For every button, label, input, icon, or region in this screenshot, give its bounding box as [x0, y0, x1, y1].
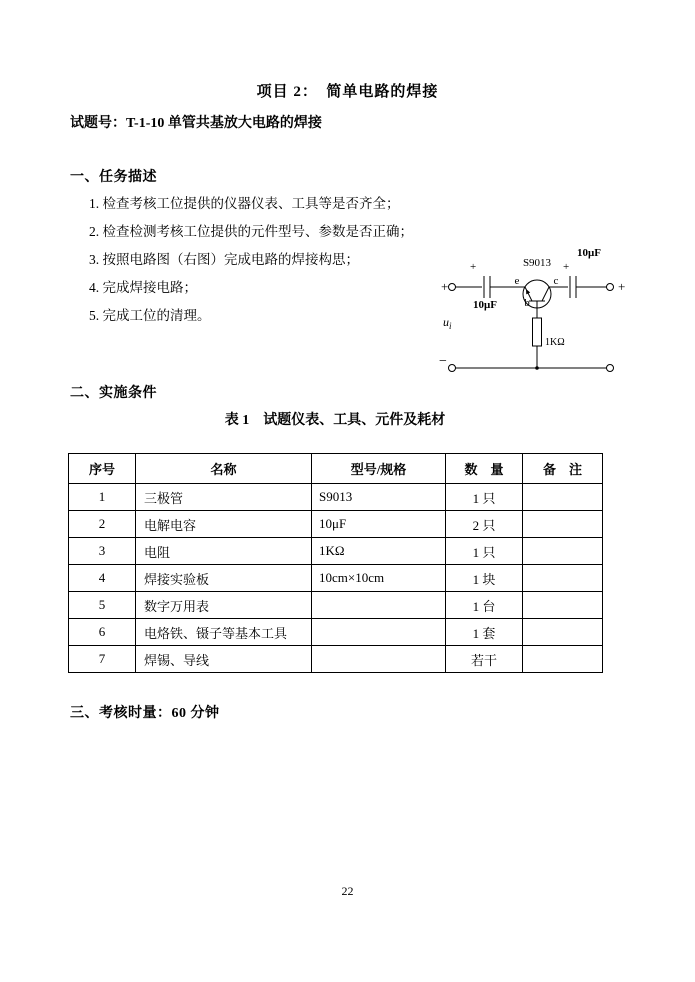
collector-label: c — [553, 275, 559, 287]
table-row — [69, 646, 603, 673]
table-header-row — [69, 454, 603, 484]
table-row — [69, 619, 603, 646]
cell-spec — [312, 592, 446, 619]
task-item-4: 4. 完成焊接电路； — [89, 280, 197, 295]
cell-spec: 10μF — [312, 511, 446, 538]
cell-name: 电阻 — [136, 538, 312, 565]
output-terminal-bottom — [607, 365, 614, 372]
cell-name: 焊锡、导线 — [136, 646, 312, 673]
cell-spec: S9013 — [312, 484, 446, 511]
cell-index: 5 — [69, 592, 136, 619]
cell-note — [523, 592, 603, 619]
section-heading-task: 一、任务描述 — [70, 170, 157, 185]
table-row — [69, 565, 603, 592]
circuit-labels — [439, 247, 625, 369]
cell-index: 3 — [69, 538, 136, 565]
page-number: 22 — [341, 884, 354, 898]
output-terminal-plus — [607, 284, 614, 291]
cell-qty: 若干 — [446, 646, 523, 673]
cell-note — [523, 484, 603, 511]
col-header-spec: 型号/规格 — [312, 454, 446, 484]
input-plus-label: + — [441, 279, 449, 294]
cell-qty: 1 套 — [446, 619, 523, 646]
input-terminal-minus — [449, 365, 456, 372]
cell-note — [523, 565, 603, 592]
cell-spec: 10cm×10cm — [312, 565, 446, 592]
col-header-qty: 数 量 — [446, 454, 523, 484]
col-header-note: 备 注 — [523, 454, 603, 484]
page-title: 项目 2： 简单电路的焊接 — [256, 84, 439, 100]
cell-spec — [312, 619, 446, 646]
resistor-value: 1KΩ — [545, 337, 565, 348]
task-item-2: 2. 检查检测考核工位提供的元件型号、参数是否正确； — [89, 224, 413, 239]
table-row — [69, 538, 603, 565]
capacitor-output-value: 10μF — [577, 247, 601, 259]
cell-name: 数字万用表 — [136, 592, 312, 619]
circuit-wires — [449, 276, 614, 372]
cell-index: 7 — [69, 646, 136, 673]
cell-note — [523, 646, 603, 673]
input-minus-label: − — [439, 354, 447, 369]
table-row — [69, 511, 603, 538]
task-item-5: 5. 完成工位的清理。 — [89, 308, 211, 323]
cell-index: 6 — [69, 619, 136, 646]
cell-name: 焊接实验板 — [136, 565, 312, 592]
cell-name: 电烙铁、镊子等基本工具 — [136, 619, 312, 646]
input-terminal-plus — [449, 284, 456, 291]
cell-qty: 1 只 — [446, 484, 523, 511]
resistor-body — [533, 318, 542, 346]
cell-note — [523, 538, 603, 565]
transistor-label: S9013 — [522, 257, 552, 269]
base-label: b — [524, 297, 530, 309]
capacitor-output-polarity: + — [563, 261, 570, 273]
cell-spec — [312, 646, 446, 673]
cell-index: 1 — [69, 484, 136, 511]
cell-note — [523, 511, 603, 538]
cell-qty: 1 块 — [446, 565, 523, 592]
emitter-label: e — [514, 275, 520, 287]
task-list — [89, 190, 413, 330]
col-header-name: 名称 — [136, 454, 312, 484]
circuit-diagram — [425, 240, 640, 390]
cell-index: 2 — [69, 511, 136, 538]
exam-number-line: 试题号：T-1-10 单管共基放大电路的焊接 — [70, 116, 322, 131]
cell-name: 电解电容 — [136, 511, 312, 538]
section-heading-duration: 三、考核时量：60 分钟 — [70, 706, 220, 721]
capacitor-input-polarity: + — [470, 261, 477, 273]
output-plus-label: + — [618, 279, 626, 294]
table-row — [69, 484, 603, 511]
cell-index: 4 — [69, 565, 136, 592]
task-item-1: 1. 检查考核工位提供的仪器仪表、工具等是否齐全； — [89, 196, 400, 211]
input-voltage-label: $u_i$ — [443, 315, 452, 331]
cell-qty: 1 只 — [446, 538, 523, 565]
col-header-index: 序号 — [69, 454, 136, 484]
table-row — [69, 592, 603, 619]
section-heading-conditions: 二、实施条件 — [70, 386, 157, 401]
junction-dot — [535, 366, 539, 370]
cell-spec: 1KΩ — [312, 538, 446, 565]
cell-qty: 2 只 — [446, 511, 523, 538]
cell-qty: 1 台 — [446, 592, 523, 619]
materials-table — [68, 453, 603, 673]
cell-note — [523, 619, 603, 646]
capacitor-input-value: 10μF — [473, 299, 497, 311]
task-item-3: 3. 按照电路图（右图）完成电路的焊接构思； — [89, 252, 359, 267]
table-title: 表 1 试题仪表、工具、元件及耗材 — [224, 413, 446, 428]
cell-name: 三极管 — [136, 484, 312, 511]
